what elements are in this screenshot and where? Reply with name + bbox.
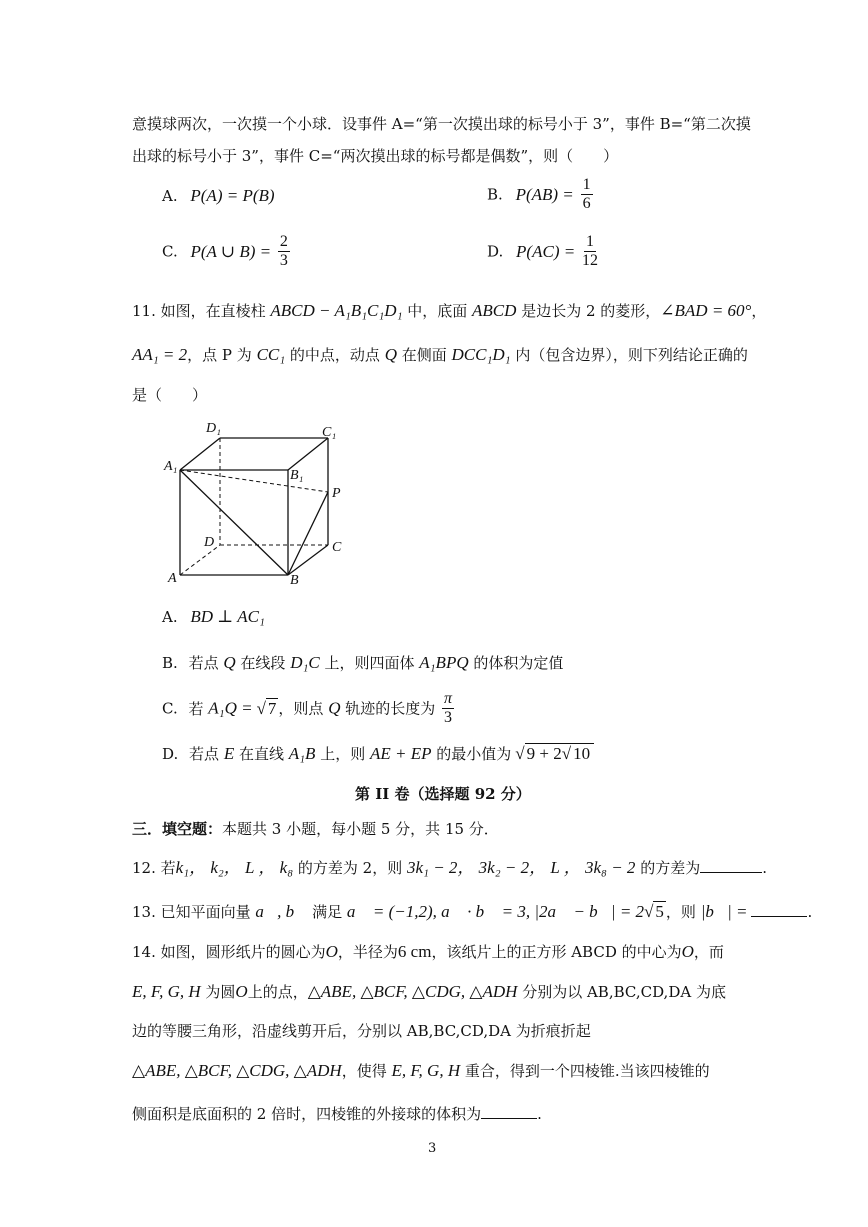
math: ABCD [472, 301, 517, 320]
q14-line1 [132, 942, 724, 962]
text: 的体积为定值 [468, 654, 564, 672]
label-b1: B₁ [290, 468, 304, 483]
option-expr: P(A) = P(B) [190, 186, 275, 205]
option-expr: BD ⊥ AC₁ [190, 607, 265, 626]
q10-line2: 出球的标号小于 3”，事件 C=“两次摸出球的标号都是偶数”，则（ ） [132, 147, 619, 165]
text: 侧面积是底面积的 2 倍时，四棱锥的外接球的体积为 [132, 1105, 482, 1123]
page-number: 3 [428, 1141, 437, 1156]
math: A₁BPQ [419, 653, 469, 672]
text: ，点 P 为 [187, 346, 257, 364]
text: 上的点， [247, 983, 308, 1001]
math: E [223, 744, 235, 763]
text: 在线段 [235, 654, 291, 672]
option-expr: P(AB) = [515, 184, 574, 204]
answer-blank[interactable] [751, 902, 807, 917]
math: ∠BAD = 60° [660, 301, 752, 320]
text: . [807, 903, 813, 921]
denominator: 3 [444, 709, 453, 726]
text: 11. 如图，在直棱柱 [132, 302, 271, 320]
q11-option-b [162, 653, 563, 673]
label-b: B [290, 573, 299, 588]
text: . [762, 859, 767, 877]
q10-line1: 意摸球两次，一次摸一个小球．设事件 A=“第一次摸出球的标号小于 3”，事件 B=“第二次摸 [132, 115, 751, 133]
option-label: A. [162, 187, 178, 205]
text: 为圆 [200, 983, 236, 1001]
math: △ABE, △BCF, △CDG, △ADH [132, 1061, 342, 1080]
math: ABCD − A₁B₁C₁D₁ [270, 301, 403, 320]
text: 的方差为 [635, 859, 701, 877]
numerator: 1 [582, 176, 591, 193]
option-expr: P(A ∪ B) = [190, 241, 272, 261]
text: 上，则四面体 [319, 654, 420, 672]
option-label: D. [487, 242, 504, 261]
math: △ABE, △BCF, △CDG, △ADH [307, 982, 518, 1001]
text: 的方差为 2，则 [293, 859, 407, 877]
text: 是边长为 2 的菱形， [516, 302, 661, 320]
sqrt-outer: 9 + 2 [526, 744, 562, 763]
text: 的最小值为 [431, 745, 512, 763]
math: CC₁ [256, 345, 286, 364]
text: ，半径为 [337, 943, 398, 961]
q10-option-b [487, 176, 595, 213]
math: A₁B [288, 744, 316, 763]
math: AE + EP [370, 744, 432, 763]
denominator: 6 [582, 195, 591, 212]
text: 在直线 [234, 745, 289, 763]
option-label: C. [162, 242, 178, 261]
q11-line2 [132, 345, 748, 365]
math: D₁C [290, 653, 320, 672]
text: 的中点，动点 [285, 346, 385, 364]
text: ，则 [665, 903, 701, 921]
text: ， [751, 302, 767, 320]
math: E, F, G, H [391, 1061, 461, 1080]
text: 满足 [307, 903, 347, 921]
option-label: B. [487, 185, 503, 204]
answer-blank[interactable] [481, 1104, 537, 1119]
math: DCC₁D₁ [451, 345, 511, 364]
math: Q [384, 345, 397, 364]
label-a1: A₁ [164, 459, 178, 474]
text: ，则点 [278, 699, 329, 718]
q14-line2 [132, 982, 726, 1002]
label-p: P [332, 486, 341, 501]
prism-figure [160, 415, 360, 590]
option-label: C. [162, 699, 178, 718]
fraction [581, 176, 593, 213]
fraction [582, 233, 598, 270]
math: E, F, G, H [132, 982, 201, 1001]
sqrt-inner: 10 [573, 744, 591, 763]
math: AA₁ = 2 [132, 345, 188, 364]
text: . [537, 1105, 542, 1123]
text: 上，则 [315, 745, 370, 763]
math: A₁Q = [208, 698, 253, 718]
text: 若点 [189, 745, 224, 763]
sqrt-value: 7 [267, 698, 277, 718]
numerator: π [444, 690, 453, 707]
math: Q [328, 698, 341, 718]
part3-label: 三．填空题： [132, 820, 223, 838]
denominator: 3 [279, 252, 288, 269]
q10-option-c [162, 233, 292, 270]
label-a: A [168, 571, 177, 586]
label-c1: C₁ [322, 425, 337, 440]
q13-line [132, 902, 812, 922]
text: 在侧面 [396, 346, 452, 364]
option-label: A. [162, 608, 178, 626]
text: 分别为以 AB,BC,CD,DA 为底 [517, 983, 726, 1001]
math: Q [223, 653, 236, 672]
text: 内（包含边界），则下列结论正确的 [510, 346, 748, 364]
q10-option-d [487, 233, 600, 270]
text: ，而 [693, 943, 724, 961]
text: 轨迹的长度为 [340, 699, 436, 718]
math: 3k₁ − 2， 3k₂ − 2， L ， 3k₈ − 2 [407, 858, 636, 877]
text: 12. 若 [132, 859, 176, 877]
math: k₁， k₂， L ， k₈ [175, 858, 294, 877]
option-label: D. [162, 745, 179, 763]
math: a⃗ = (−1,2), a⃗ · b⃗ = 3, |2a⃗ − b⃗| = 2 [346, 902, 645, 921]
text: 重合，得到一个四棱锥.当该四棱锥的 [460, 1062, 710, 1080]
sqrt-sign: √ [256, 698, 266, 718]
math: O [681, 942, 694, 961]
q10-option-a [162, 186, 275, 206]
math: O [235, 982, 248, 1001]
q14-line3: 边的等腰三角形，沿虚线剪开后，分别以 AB,BC,CD,DA 为折痕折起 [132, 1022, 591, 1040]
numerator: 1 [585, 233, 594, 250]
fraction [278, 233, 290, 270]
text: 若点 [188, 654, 224, 672]
math: |b⃗| = [700, 902, 748, 921]
math: a⃗, b⃗ [255, 902, 308, 921]
text: ，该纸片上的正方形 ABCD 的中心为 [431, 943, 682, 961]
label-d1: D₁ [206, 421, 221, 436]
math: O [325, 942, 338, 961]
label-d: D [204, 535, 215, 550]
numerator: 2 [279, 233, 288, 250]
sqrt-value: 5 [655, 902, 664, 921]
sqrt-value: 9 + 2√ 10 [525, 743, 594, 763]
label-c: C [332, 540, 342, 555]
option-expr: P(AC) = [516, 241, 576, 261]
text: 中，底面 [402, 302, 473, 320]
part3-heading [132, 819, 499, 839]
q14-line5 [132, 1104, 542, 1124]
text: 若 [188, 699, 209, 718]
math: 6 cm [397, 942, 432, 961]
text: 13. 已知平面向量 [132, 903, 256, 921]
q11-option-a [162, 607, 265, 627]
part3-text: 本题共 3 小题，每小题 5 分，共 15 分． [222, 820, 499, 838]
sqrt-sign: √ [644, 902, 654, 921]
fraction [442, 690, 454, 727]
text: ，使得 [341, 1062, 392, 1080]
q11-option-d [162, 744, 594, 764]
q11-line1 [132, 301, 766, 321]
q11-option-c [162, 690, 456, 727]
sqrt-sign: √ [515, 744, 525, 763]
answer-blank[interactable] [700, 858, 762, 873]
q11-line3: 是（ ） [132, 386, 208, 404]
text: 14. 如图，圆形纸片的圆心为 [132, 943, 326, 961]
option-label: B. [162, 654, 178, 672]
q14-line4 [132, 1061, 710, 1081]
q12-line [132, 858, 767, 878]
denominator: 12 [581, 252, 598, 269]
section-title: 第 II 卷（选择题 92 分） [355, 785, 531, 803]
